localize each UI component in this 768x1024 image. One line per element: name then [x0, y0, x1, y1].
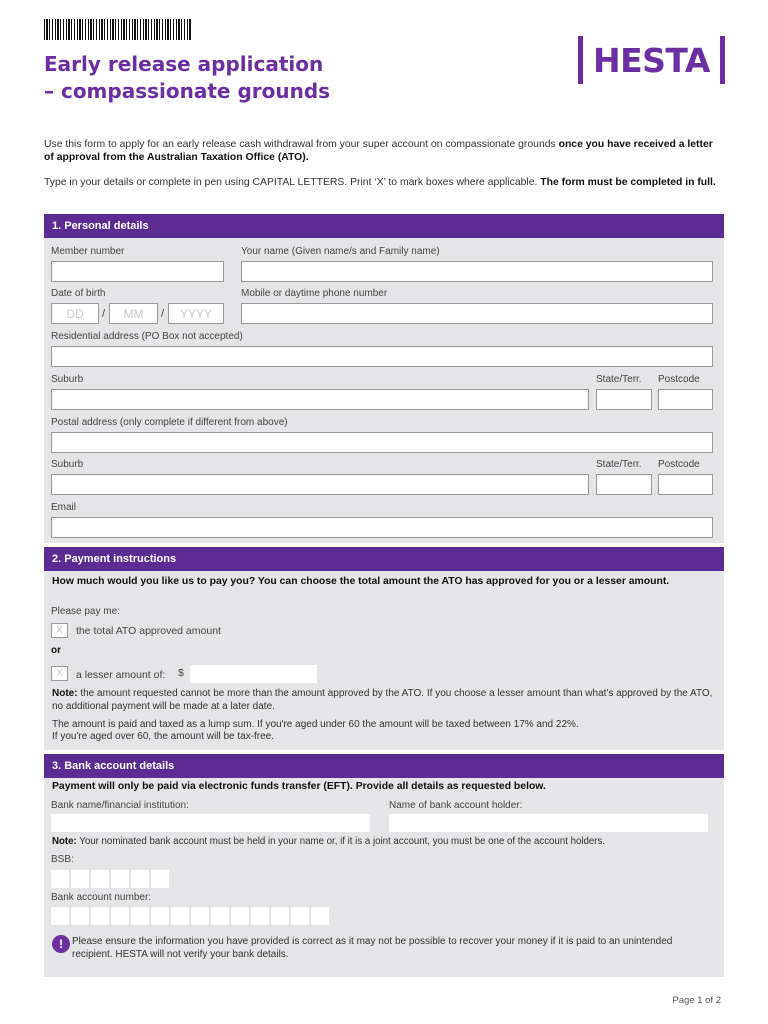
postal-postcode-field[interactable] — [658, 474, 713, 495]
email-label: Email — [51, 502, 77, 513]
payment-instructions-section — [44, 547, 724, 750]
section-heading-payment: 2. Payment instructions — [44, 547, 724, 571]
dob-slash-1: / — [102, 308, 106, 320]
lesser-amount-label: a lesser amount of: — [76, 669, 166, 681]
bank-account-section — [44, 754, 724, 977]
residential-address-label: Residential address (PO Box not accepted) — [51, 331, 243, 342]
page-title — [44, 51, 404, 105]
intro-text-2: Type in your details or complete in pen using CAPITAL LETTERS. Print ‘X’ to mark boxes where applicable. — [44, 177, 541, 188]
total-amount-label: the total ATO approved amount — [76, 625, 221, 637]
tax-line-2: If you're aged over 60, the amount will be tax-free. — [52, 731, 275, 742]
postal-suburb-field[interactable] — [51, 474, 589, 495]
account-digit-box[interactable] — [311, 907, 329, 925]
postal-state-label: State/Terr. — [596, 459, 642, 470]
payment-note-text: the amount requested cannot be more than the amount approved by the ATO. If you choose a lesser amount than what's approved by the ATO, no additional payment will be made at a later date. — [52, 688, 713, 712]
warning-icon: ! — [52, 935, 70, 953]
title-line-2: – compassionate grounds — [44, 79, 331, 103]
intro-paragraph-1 — [44, 139, 724, 164]
payment-question: How much would you like us to pay you? You can choose the total amount the ATO has approved for you or a lesser amount. — [52, 576, 670, 587]
account-digit-box[interactable] — [191, 907, 209, 925]
page-number: Page 1 of 2 — [672, 995, 721, 1006]
dob-label: Date of birth — [51, 288, 106, 299]
state-field[interactable] — [596, 389, 652, 410]
state-label: State/Terr. — [596, 374, 642, 385]
email-field[interactable] — [51, 517, 713, 538]
suburb-field[interactable] — [51, 389, 589, 410]
section-heading-personal: 1. Personal details — [44, 214, 724, 238]
postal-address-label: Postal address (only complete if different from above) — [51, 417, 288, 428]
intro-paragraph-2 — [44, 177, 724, 190]
intro-text-1: Use this form to apply for an early release cash withdrawal from your super account on compassionate grounds — [44, 139, 559, 150]
account-digit-box[interactable] — [211, 907, 229, 925]
title-line-1: Early release application — [44, 52, 324, 76]
postal-address-field[interactable] — [51, 432, 713, 453]
barcode — [44, 19, 192, 40]
payment-note — [52, 688, 716, 713]
tax-line-1: The amount is paid and taxed as a lump sum. If you're aged under 60 the amount will be taxed between 17% and 22%. — [52, 719, 579, 730]
dob-year-field[interactable]: YYYY — [168, 303, 224, 324]
lesser-amount-field[interactable] — [190, 665, 317, 683]
suburb-label: Suburb — [51, 374, 84, 385]
account-holder-field[interactable] — [389, 814, 708, 832]
bsb-digit-box[interactable] — [151, 870, 169, 888]
account-digit-box[interactable] — [51, 907, 69, 925]
bsb-digit-box[interactable] — [51, 870, 69, 888]
bank-warning-text: Please ensure the information you have provided is correct as it may not be possible to recover your money if it is paid to an unintended recipient. HESTA will not verify your bank details. — [72, 936, 673, 960]
intro-bold-1: once you have received a letter of approval from the Australian Taxation Office (ATO). — [44, 139, 713, 163]
payment-note-label: Note: — [52, 688, 78, 699]
residential-address-field[interactable] — [51, 346, 713, 367]
total-amount-checkbox[interactable]: X — [51, 623, 68, 638]
hesta-logo — [578, 36, 725, 84]
bank-note-label: Note: — [52, 836, 77, 847]
your-name-field[interactable] — [241, 261, 713, 282]
or-label: or — [51, 645, 61, 656]
eft-notice: Payment will only be paid via electronic funds transfer (EFT). Provide all details as requested below. — [52, 781, 546, 792]
account-digit-box[interactable] — [151, 907, 169, 925]
bsb-digit-box[interactable] — [131, 870, 149, 888]
dob-day-field[interactable]: DD — [51, 303, 99, 324]
phone-field[interactable] — [241, 303, 713, 324]
bank-note — [52, 836, 716, 849]
please-pay-label: Please pay me: — [51, 606, 120, 617]
dob-slash-2: / — [161, 308, 165, 320]
account-digit-box[interactable] — [131, 907, 149, 925]
account-digit-box[interactable] — [111, 907, 129, 925]
account-digit-box[interactable] — [291, 907, 309, 925]
dollar-sign: $ — [178, 667, 184, 679]
account-digit-box[interactable] — [231, 907, 249, 925]
dob-month-field[interactable]: MM — [109, 303, 158, 324]
postal-postcode-label: Postcode — [658, 459, 700, 470]
account-digit-box[interactable] — [271, 907, 289, 925]
bank-name-field[interactable] — [51, 814, 370, 832]
bsb-digit-box[interactable] — [91, 870, 109, 888]
lesser-amount-checkbox[interactable]: X — [51, 666, 68, 681]
bsb-digit-box[interactable] — [71, 870, 89, 888]
logo-bar-right — [720, 36, 725, 84]
postal-suburb-label: Suburb — [51, 459, 84, 470]
logo-text: HESTA — [593, 40, 710, 80]
member-number-field[interactable] — [51, 261, 224, 282]
bank-note-text: Your nominated bank account must be held in your name or, if it is a joint account, you must be one of the account holders. — [76, 836, 606, 847]
account-digit-box[interactable] — [171, 907, 189, 925]
account-number-label: Bank account number: — [51, 892, 152, 903]
postcode-field[interactable] — [658, 389, 713, 410]
section-heading-bank: 3. Bank account details — [44, 754, 724, 778]
account-holder-label: Name of bank account holder: — [389, 800, 523, 811]
postcode-label: Postcode — [658, 374, 700, 385]
personal-details-section — [44, 214, 724, 543]
postal-state-field[interactable] — [596, 474, 652, 495]
member-number-label: Member number — [51, 246, 125, 257]
your-name-label: Your name (Given name/s and Family name) — [241, 246, 440, 257]
account-digit-box[interactable] — [91, 907, 109, 925]
intro-bold-2: The form must be completed in full. — [540, 177, 716, 188]
bsb-label: BSB: — [51, 854, 74, 865]
account-digit-box[interactable] — [71, 907, 89, 925]
bank-name-label: Bank name/financial institution: — [51, 800, 189, 811]
account-digit-box[interactable] — [251, 907, 269, 925]
phone-label: Mobile or daytime phone number — [241, 288, 388, 299]
bsb-digit-box[interactable] — [111, 870, 129, 888]
